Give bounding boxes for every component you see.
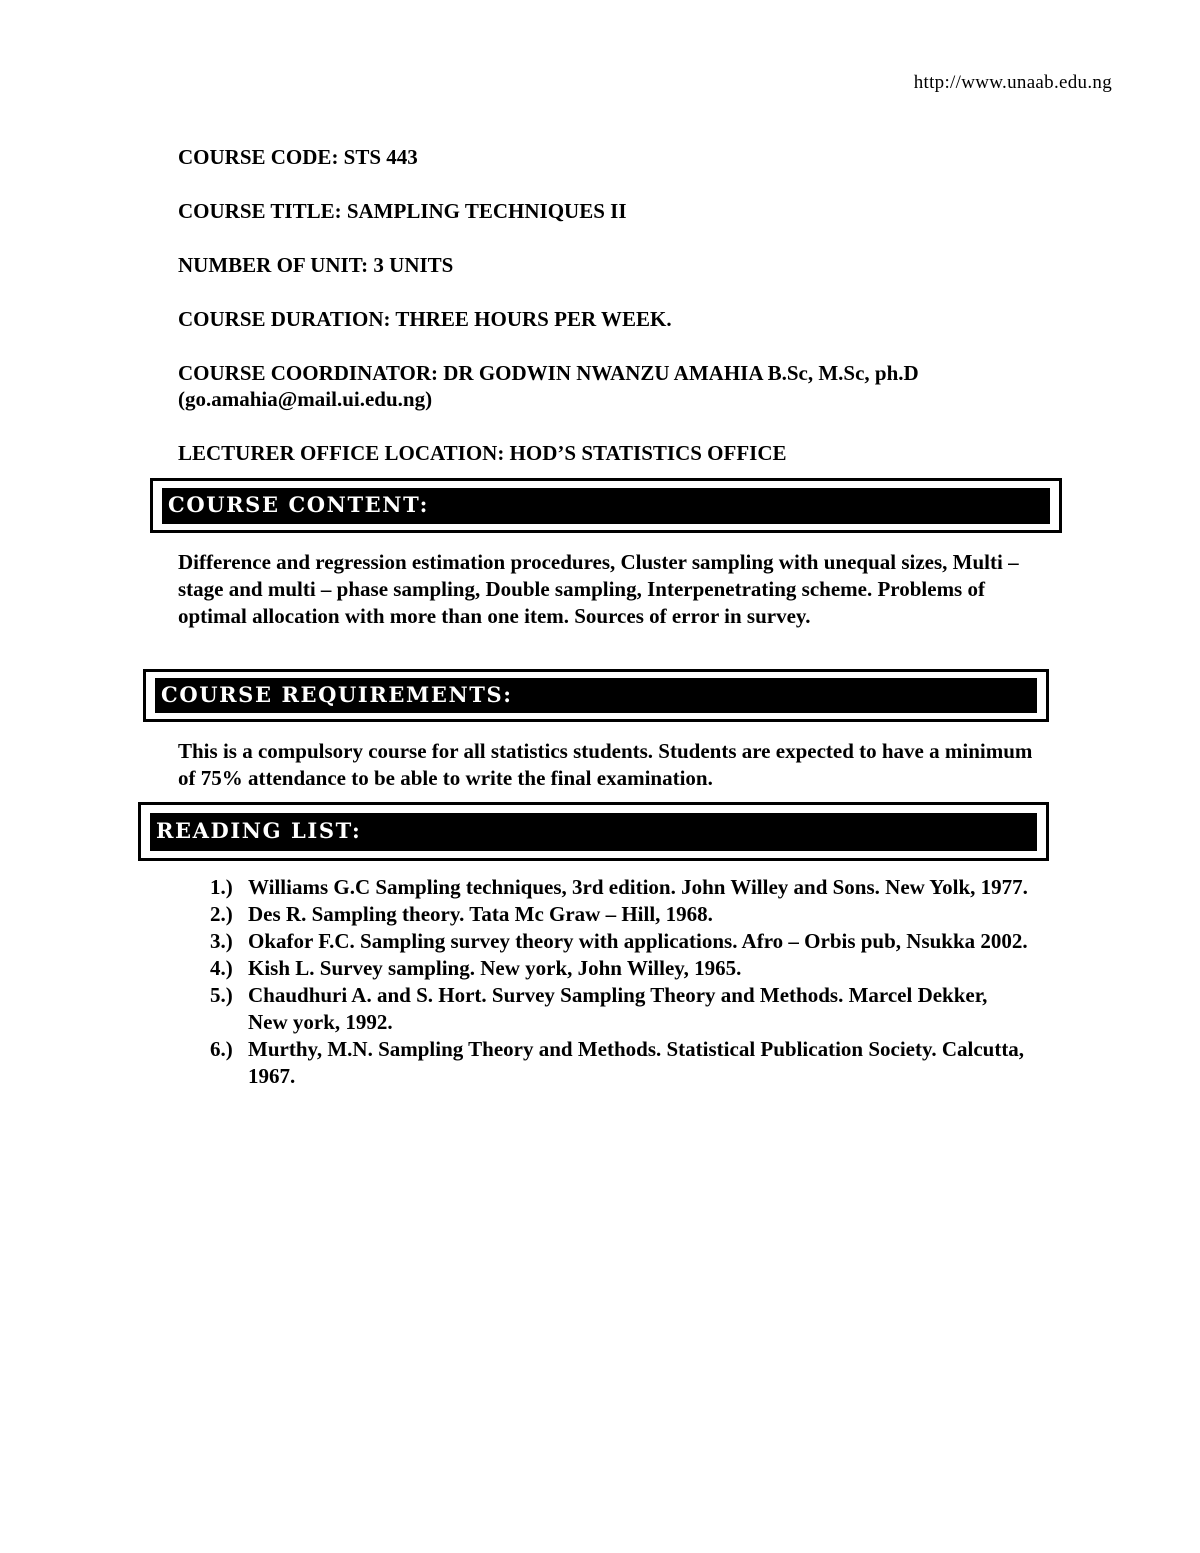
list-item [210,901,1030,928]
lecturer-office-location: LECTURER OFFICE LOCATION: HOD’S STATISTICS OFFICE [178,441,787,465]
list-item-text: Murthy, M.N. Sampling Theory and Methods. Statistical Publication Society. Calcutta, 1967. [248,1037,1025,1088]
reading-list-heading: READING LIST: [150,813,1037,851]
list-item-number: 4.) [210,956,233,980]
list-item-text: Okafor F.C. Sampling survey theory with applications. Afro – Orbis pub, Nsukka 2002. [248,929,1028,953]
list-item-text: Williams G.C Sampling techniques, 3rd edition. John Willey and Sons. New Yolk, 1977. [248,875,1028,899]
number-of-units: NUMBER OF UNIT: 3 UNITS [178,253,454,277]
course-content-text: Difference and regression estimation procedures, Cluster sampling with unequal sizes, Multi – stage and multi – phase sampling, Double sampling, Interpenetrating scheme. Problems of optimal allocation with more than one item. Sources of error in survey. [178,550,1019,628]
list-item-text: Chaudhuri A. and S. Hort. Survey Sampling Theory and Methods. Marcel Dekker, New york, 1992. [248,983,988,1034]
course-requirements-heading: COURSE REQUIREMENTS: [155,678,1037,713]
coordinator-email: (go.amahia@mail.ui.edu.ng) [178,387,433,411]
course-content-heading: COURSE CONTENT: [162,488,1050,524]
page-url: http://www.unaab.edu.ng [913,72,1112,93]
list-item-number: 6.) [210,1037,233,1061]
course-code: COURSE CODE: STS 443 [178,145,418,169]
list-item [210,874,1030,901]
list-item-number: 2.) [210,902,233,926]
list-item-text: Des R. Sampling theory. Tata Mc Graw – Hill, 1968. [248,902,713,926]
list-item-number: 5.) [210,983,233,1007]
list-item [210,955,1030,982]
reading-list [210,874,1030,1090]
list-item [210,928,1030,955]
list-item [210,1036,1030,1090]
list-item [210,982,1030,1036]
course-coordinator: COURSE COORDINATOR: DR GODWIN NWANZU AMAHIA B.Sc, M.Sc, ph.D [178,361,919,385]
course-requirements-text: This is a compulsory course for all statistics students. Students are expected to have a minimum of 75% attendance to be able to write the final examination. [178,739,1033,790]
course-title: COURSE TITLE: SAMPLING TECHNIQUES II [178,199,627,223]
list-item-number: 1.) [210,875,233,899]
list-item-number: 3.) [210,929,233,953]
list-item-text: Kish L. Survey sampling. New york, John Willey, 1965. [248,956,742,980]
course-duration: COURSE DURATION: THREE HOURS PER WEEK. [178,307,672,331]
